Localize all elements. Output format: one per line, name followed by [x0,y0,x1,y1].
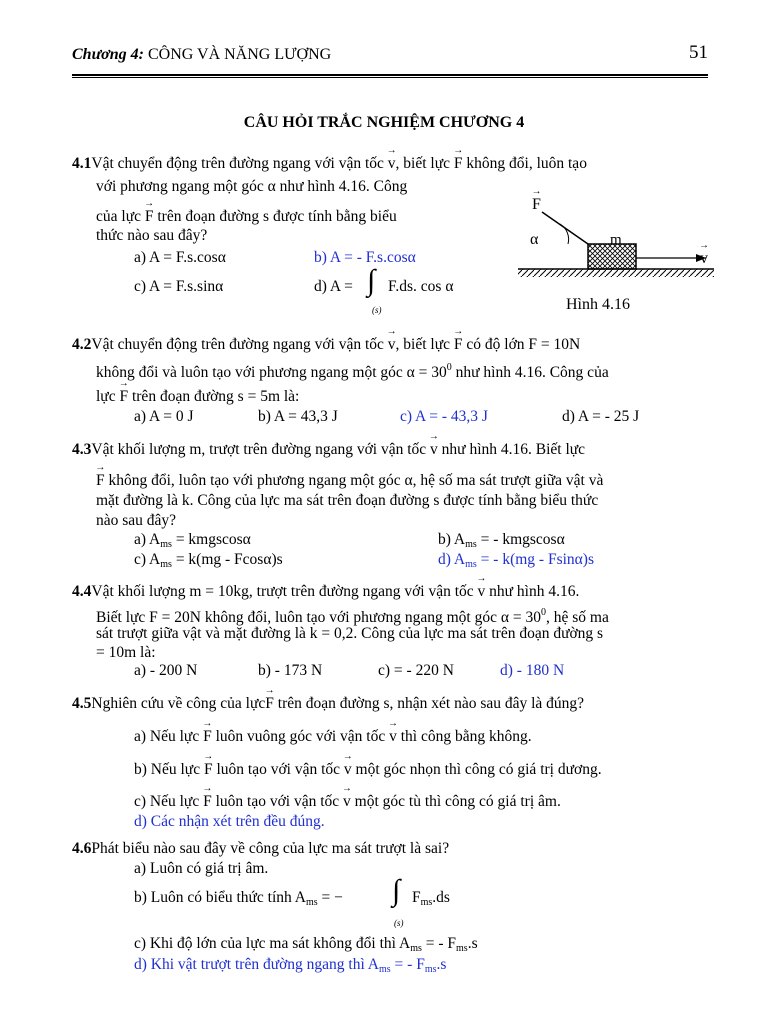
q41-integrand: F.ds. cos α [388,278,454,295]
q41-option-a: a) A = F.s.cosα [134,249,226,266]
q42-line2: không đổi và luôn tạo với phương ngang một góc $\alpha = 30^0$ như hình 4.16. Công của [96,362,609,381]
q41-line2: với phương ngang một góc α như hình 4.16. Công [96,178,408,195]
q43-option-c: c) $A_{ms} = k(mg - Fcos\alpha)s$ [134,551,283,570]
q45-option-a: a) Nếu lực → F luôn vuông góc với vận tốc → v thì công bằng không. [134,728,532,746]
q45-option-d: d) Các nhận xét trên đều đúng. [134,813,325,830]
q41-line3: của lực → F trên đoạn đường s được tính bằng biểu [96,208,397,226]
q46-option-d: d) Khi vật trượt trên đường ngang thì $A_{ms}$ = - $F_{ms}.s$ [134,956,447,975]
figure-label-F: → F [532,196,541,214]
q46-option-b: b) Luôn có biểu thức tính $A_{ms}$ = − [134,889,343,908]
q42-option-c: c) A = - 43,3 J [400,408,488,425]
q44-option-b: b) - 173 N [258,662,323,679]
chapter-heading [72,46,331,64]
q41-integral-sign: ∫ [367,264,376,297]
figure-label-m: m [610,232,622,248]
q41-line1: 4.1Vật chuyển động trên đường ngang với vận tốc → v, biết lực → F không đổi, luôn tạo [72,155,587,173]
q44-option-d: d) - 180 N [500,662,565,679]
q44-line3: sát trượt giữa vật và mặt đường là k = 0,2. Công của lực ma sát trên đoạn đường s [96,625,604,642]
q44-option-a: a) - 200 N [134,662,198,679]
figure-label-alpha: α [530,231,539,248]
q43-option-d: d) $A_{ms}$ = - k(mg - Fsinα)s [438,551,594,570]
q41-option-c: c) A = F.s.sinα [134,278,224,295]
q46-line1: 4.6Phát biểu nào sau đây về công của lực ma sát trượt là sai? [72,840,450,857]
q45-option-c: c) Nếu lực → F luôn tạo với vận tốc → v một góc tù thì công có giá trị âm. [134,793,561,811]
q45-line1: 4.5Nghiên cứu về công của lực→ F trên đoạn đường s, nhận xét nào sau đây là đúng? [72,695,584,713]
q43-option-a: a) $A_{ms}$ = kmgscosα [134,531,251,550]
q46-integral-sign: ∫ [392,874,401,907]
q45-option-b: b) Nếu lực → F luôn tạo với vận tốc → v một góc nhọn thì công có giá trị dương. [134,761,602,779]
figure-caption: Hình 4.16 [566,296,630,313]
q44-line4: = 10m là: [96,644,156,661]
q44-option-c: c) = - 220 N [378,662,454,679]
q46-option-a: a) Luôn có giá trị âm. [134,860,269,877]
q43-line4: nào sau đây? [96,512,177,529]
q41-option-b: b) A = - F.s.cosα [314,249,416,266]
header-rule-thin [72,77,708,78]
figure-label-v: → v [700,250,708,268]
q43-line1: 4.3Vật khối lượng m, trượt trên đường ngang với vận tốc → v như hình 4.16. Biết lực [72,441,585,459]
chapter-label: Chương 4: [72,46,144,63]
q42-option-a: a) A = 0 J [134,408,194,425]
header-rule [72,74,708,76]
q41-integral-limit: (s) [372,305,382,315]
q42-option-d: d) A = - 25 J [562,408,640,425]
chapter-title: CÔNG VÀ NĂNG LƯỢNG [147,46,332,63]
page-title: CÂU HỎI TRẮC NGHIỆM CHƯƠNG 4 [243,114,525,131]
page-number: 51 [689,42,708,63]
q43-line3: mặt đường là k. Công của lực ma sát trên đoạn đường s được tính bằng biểu thức [96,492,599,509]
q42-option-b: b) A = 43,3 J [258,408,338,425]
q44-line2: Biết lực F = 20N không đổi, luôn tạo với phương ngang một góc $\alpha = 30^0$, hệ số ma [96,607,609,626]
q46-integral-limit: (s) [394,918,404,928]
ground-hatch [518,269,714,277]
q46-option-c: c) Khi độ lớn của lực ma sát không đổi thì $A_{ms}$ = - $F_{ms}.s$ [134,935,478,954]
q43-option-b: b) $A_{ms}$ = - kmgscosα [438,531,565,550]
q41-line4: thức nào sau đây? [96,227,208,244]
q43-line2: → F không đổi, luôn tạo với phương ngang một góc α, hệ số ma sát trượt giữa vật và [96,472,603,490]
q46-integrand: $F_{ms}.ds$ [412,889,450,908]
q41-option-d: d) A = [314,278,353,295]
q42-line1: 4.2Vật chuyển động trên đường ngang với vận tốc → v, biết lực → F có độ lớn F = 10N [72,336,580,354]
q42-line3: lực → F trên đoạn đường s = 5m là: [96,388,299,406]
q44-line1: 4.4Vật khối lượng m = 10kg, trượt trên đường ngang với vận tốc → v như hình 4.16. [72,583,579,601]
